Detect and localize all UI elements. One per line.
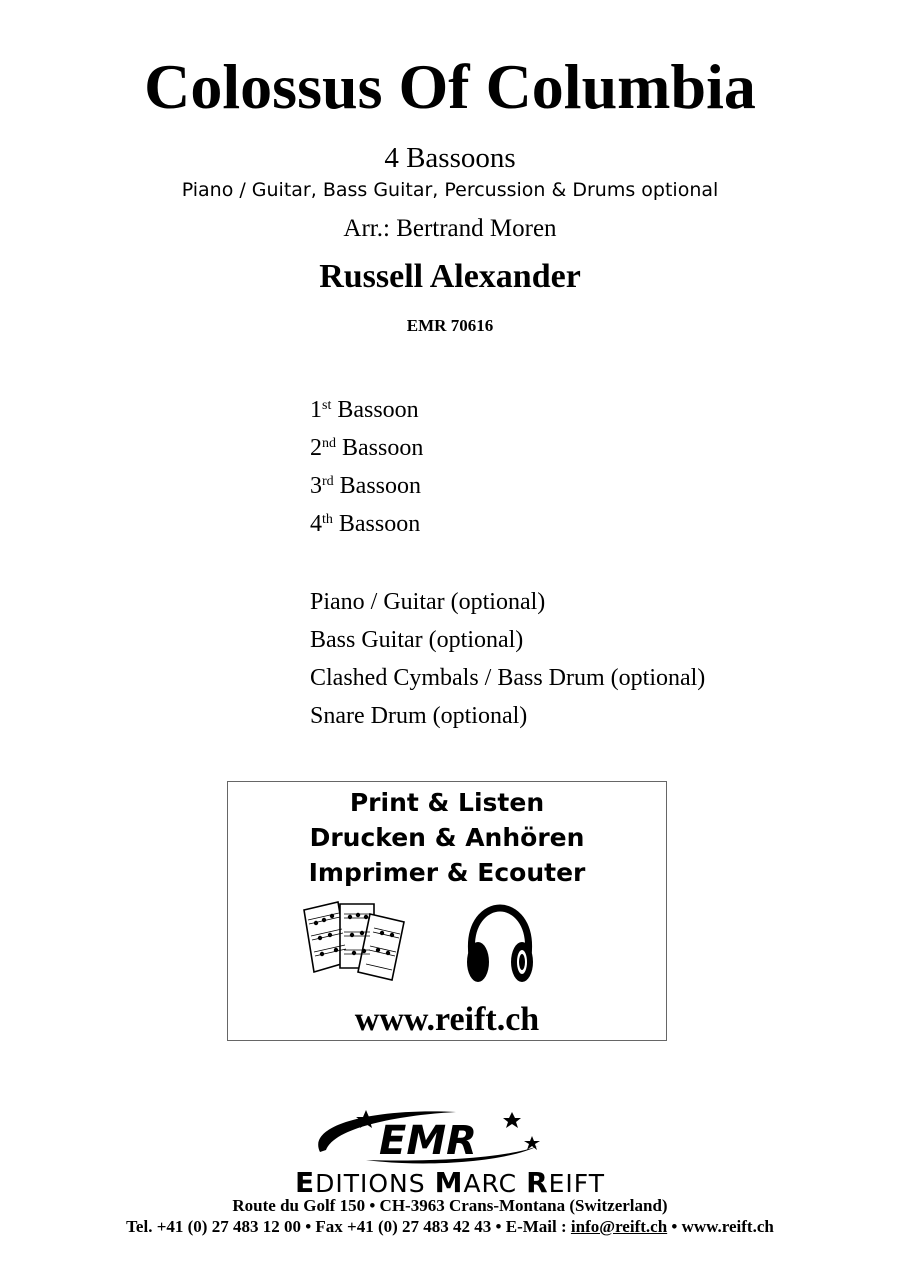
- print-listen-line-de: Drucken & Anhören: [309, 823, 585, 852]
- subtitle: 4 Bassoons: [384, 142, 516, 174]
- catalog-number: EMR 70616: [406, 316, 494, 335]
- emr-logo: [306, 1106, 546, 1168]
- part-item: 4th Bassoon: [310, 511, 421, 537]
- instrumentation: Piano / Guitar, Bass Guitar, Percussion & Drums optional: [181, 179, 719, 201]
- page-title: Colossus Of Columbia: [144, 51, 756, 122]
- part-item: 3rd Bassoon: [310, 473, 422, 499]
- parts-list: [310, 394, 705, 738]
- publisher-contact: Tel. +41 (0) 27 483 12 00 • Fax +41 (0) 27 483 42 43 • E-Mail : info@reift.ch • www.reift.ch: [126, 1217, 774, 1236]
- emr-logo-text: EMR: [379, 1118, 477, 1164]
- part-item: 1st Bassoon: [310, 397, 419, 423]
- part-item-optional: Piano / Guitar (optional): [310, 589, 546, 615]
- publisher-address: Route du Golf 150 • CH-3963 Crans-Montana (Switzerland): [232, 1196, 668, 1215]
- print-listen-line-en: Print & Listen: [349, 788, 545, 817]
- email-link[interactable]: info@reift.ch: [570, 1217, 668, 1236]
- part-item: 2nd Bassoon: [310, 435, 424, 461]
- part-item-optional: Bass Guitar (optional): [310, 627, 524, 653]
- print-listen-box: [227, 781, 667, 1041]
- sheet-music-icon: [300, 900, 412, 982]
- print-listen-line-fr: Imprimer & Ecouter: [308, 858, 586, 887]
- publisher-name: EDITIONS MARC REIFT: [294, 1166, 606, 1199]
- composer: Russell Alexander: [319, 258, 581, 295]
- arranger: Arr.: Bertrand Moren: [343, 215, 557, 242]
- website-link[interactable]: www.reift.ch: [354, 1001, 540, 1038]
- headphones-icon: [464, 904, 536, 986]
- part-item-optional: Snare Drum (optional): [310, 703, 528, 729]
- part-item-optional: Clashed Cymbals / Bass Drum (optional): [310, 665, 706, 691]
